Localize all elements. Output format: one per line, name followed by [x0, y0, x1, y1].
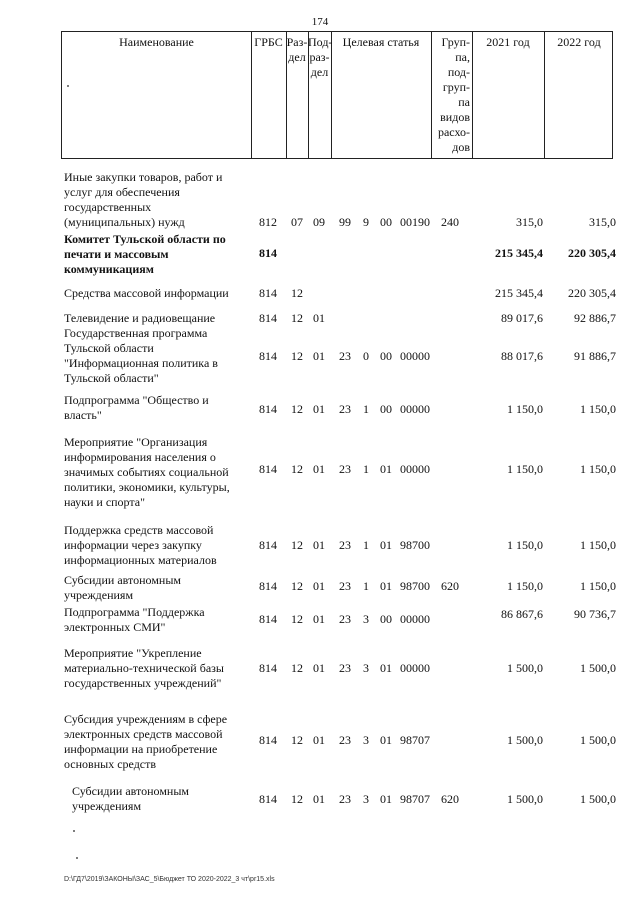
row-razdel: 12	[291, 311, 303, 325]
row-razdel: 12	[291, 612, 303, 626]
row-target-2: 3	[363, 661, 369, 675]
row-target-2: 9	[363, 215, 369, 229]
row-2021: 215 345,4	[495, 246, 543, 260]
row-razdel: 12	[291, 661, 303, 675]
row-razdel: 12	[291, 349, 303, 363]
row-podrazdel: 01	[313, 311, 325, 325]
header-2022: 2022 год	[557, 35, 601, 49]
row-2022: 220 305,4	[568, 286, 616, 300]
header-razdel: Раз- дел	[286, 35, 308, 64]
row-podrazdel: 01	[313, 402, 325, 416]
row-name: Государственная программа Тульской области "Информационная политика в Тульской области"	[64, 326, 218, 385]
row-target-3: 00	[380, 402, 392, 416]
row-podrazdel: 01	[313, 349, 325, 363]
row-target-3: 01	[380, 538, 392, 552]
scan-speck	[76, 857, 78, 859]
row-target-4: 98707	[400, 792, 430, 806]
row-2022: 92 886,7	[574, 311, 616, 325]
row-grbs: 814	[259, 402, 277, 416]
row-name: Субсидии автономным учреждениям	[72, 784, 189, 813]
row-name: Мероприятие "Укрепление материально-технической базы государственных учреждений"	[64, 646, 224, 690]
row-name: Поддержка средств массовой информации через закупку информационных материалов	[64, 523, 217, 567]
row-podrazdel: 01	[313, 579, 325, 593]
row-podrazdel: 01	[313, 661, 325, 675]
row-target-2: 3	[363, 792, 369, 806]
row-podrazdel: 09	[313, 215, 325, 229]
row-grbs: 814	[259, 311, 277, 325]
row-group: 620	[441, 579, 459, 593]
header-target: Целевая статья	[342, 35, 420, 49]
row-name: Средства массовой информации	[64, 286, 229, 300]
row-razdel: 12	[291, 538, 303, 552]
row-2022: 1 150,0	[580, 579, 616, 593]
row-target-4: 00190	[400, 215, 430, 229]
row-name: Телевидение и радиовещание	[64, 311, 216, 325]
row-name: Подпрограмма "Общество и власть"	[64, 393, 209, 422]
row-2021: 315,0	[516, 215, 543, 229]
row-target-2: 1	[363, 402, 369, 416]
row-name: Субсидия учреждениям в сфере электронных средств массовой информации на приобретение основных средств	[64, 712, 228, 771]
header-group: Груп- па, под- груп- па видов расхо- дов	[437, 35, 470, 154]
row-2021: 1 150,0	[507, 402, 543, 416]
row-razdel: 12	[291, 733, 303, 747]
row-2022: 1 150,0	[580, 402, 616, 416]
row-target-4: 00000	[400, 349, 430, 363]
row-target-2: 0	[363, 349, 369, 363]
row-2021: 86 867,6	[501, 607, 543, 621]
row-podrazdel: 01	[313, 792, 325, 806]
row-target-3: 00	[380, 349, 392, 363]
row-razdel: 07	[291, 215, 303, 229]
row-target-4: 98700	[400, 538, 430, 552]
row-2022: 1 500,0	[580, 661, 616, 675]
header-grbs: ГРБС	[254, 35, 283, 49]
row-target-4: 00000	[400, 612, 430, 626]
row-2021: 1 500,0	[507, 792, 543, 806]
row-target-3: 01	[380, 579, 392, 593]
row-name: Субсидии автономным учреждениям	[64, 573, 181, 602]
row-target-1: 23	[339, 579, 351, 593]
row-podrazdel: 01	[313, 538, 325, 552]
row-target-1: 99	[339, 215, 351, 229]
row-2021: 1 150,0	[507, 462, 543, 476]
row-grbs: 814	[259, 286, 277, 300]
row-2021: 1 150,0	[507, 538, 543, 552]
row-grbs: 814	[259, 733, 277, 747]
row-2022: 315,0	[589, 215, 616, 229]
row-name: Иные закупки товаров, работ и услуг для обеспечения государственных (муниципальных) нужд	[64, 170, 223, 229]
row-podrazdel: 01	[313, 462, 325, 476]
row-grbs: 814	[259, 462, 277, 476]
row-target-4: 00000	[400, 661, 430, 675]
row-target-3: 01	[380, 462, 392, 476]
row-target-4: 98700	[400, 579, 430, 593]
row-2021: 1 500,0	[507, 661, 543, 675]
row-grbs: 812	[259, 215, 277, 229]
row-2021: 215 345,4	[495, 286, 543, 300]
row-podrazdel: 01	[313, 733, 325, 747]
row-target-1: 23	[339, 402, 351, 416]
row-grbs: 814	[259, 661, 277, 675]
row-target-1: 23	[339, 792, 351, 806]
row-2022: 220 305,4	[568, 246, 616, 260]
row-2022: 1 150,0	[580, 538, 616, 552]
row-2021: 89 017,6	[501, 311, 543, 325]
row-target-1: 23	[339, 538, 351, 552]
row-group: 620	[441, 792, 459, 806]
row-grbs: 814	[259, 246, 277, 260]
row-target-2: 1	[363, 538, 369, 552]
header-2021: 2021 год	[486, 35, 530, 49]
row-2021: 88 017,6	[501, 349, 543, 363]
row-target-2: 1	[363, 579, 369, 593]
row-razdel: 12	[291, 402, 303, 416]
row-grbs: 814	[259, 579, 277, 593]
row-target-4: 00000	[400, 402, 430, 416]
row-target-1: 23	[339, 349, 351, 363]
scan-speck	[67, 85, 69, 87]
row-target-3: 00	[380, 612, 392, 626]
row-razdel: 12	[291, 286, 303, 300]
row-target-2: 3	[363, 612, 369, 626]
page-number: 174	[311, 16, 329, 28]
row-podrazdel: 01	[313, 612, 325, 626]
row-2021: 1 150,0	[507, 579, 543, 593]
row-2022: 1 500,0	[580, 733, 616, 747]
row-razdel: 12	[291, 792, 303, 806]
header-name: Наименование	[119, 35, 194, 49]
row-target-3: 01	[380, 661, 392, 675]
row-razdel: 12	[291, 462, 303, 476]
scan-speck	[73, 830, 75, 832]
row-2022: 90 736,7	[574, 607, 616, 621]
row-target-1: 23	[339, 612, 351, 626]
row-target-4: 00000	[400, 462, 430, 476]
row-target-3: 01	[380, 792, 392, 806]
row-target-3: 00	[380, 215, 392, 229]
row-grbs: 814	[259, 612, 277, 626]
row-target-1: 23	[339, 661, 351, 675]
row-target-3: 01	[380, 733, 392, 747]
row-2022: 91 886,7	[574, 349, 616, 363]
file-path-footer: D:\ГД7\2019\ЗАКОНЫ\ЗАС_5\Бюджет ТО 2020-2022_3 чт\pr15.xls	[64, 876, 275, 883]
row-grbs: 814	[259, 349, 277, 363]
row-target-4: 98707	[400, 733, 430, 747]
row-2022: 1 500,0	[580, 792, 616, 806]
row-razdel: 12	[291, 579, 303, 593]
row-target-1: 23	[339, 733, 351, 747]
row-grbs: 814	[259, 538, 277, 552]
row-target-2: 3	[363, 733, 369, 747]
header-podrazdel: Под- раз- дел	[308, 35, 333, 79]
table-header	[61, 31, 613, 159]
row-target-1: 23	[339, 462, 351, 476]
row-name: Мероприятие "Организация информирования населения о значимых событиях социальной политики, экономики, культуры, науки и спорта"	[64, 435, 230, 509]
row-2021: 1 500,0	[507, 733, 543, 747]
row-name: Комитет Тульской области по печати и массовым коммуникациям	[64, 232, 226, 276]
row-2022: 1 150,0	[580, 462, 616, 476]
row-grbs: 814	[259, 792, 277, 806]
row-group: 240	[441, 215, 459, 229]
row-name: Подпрограмма "Поддержка электронных СМИ"	[64, 605, 205, 634]
row-target-2: 1	[363, 462, 369, 476]
